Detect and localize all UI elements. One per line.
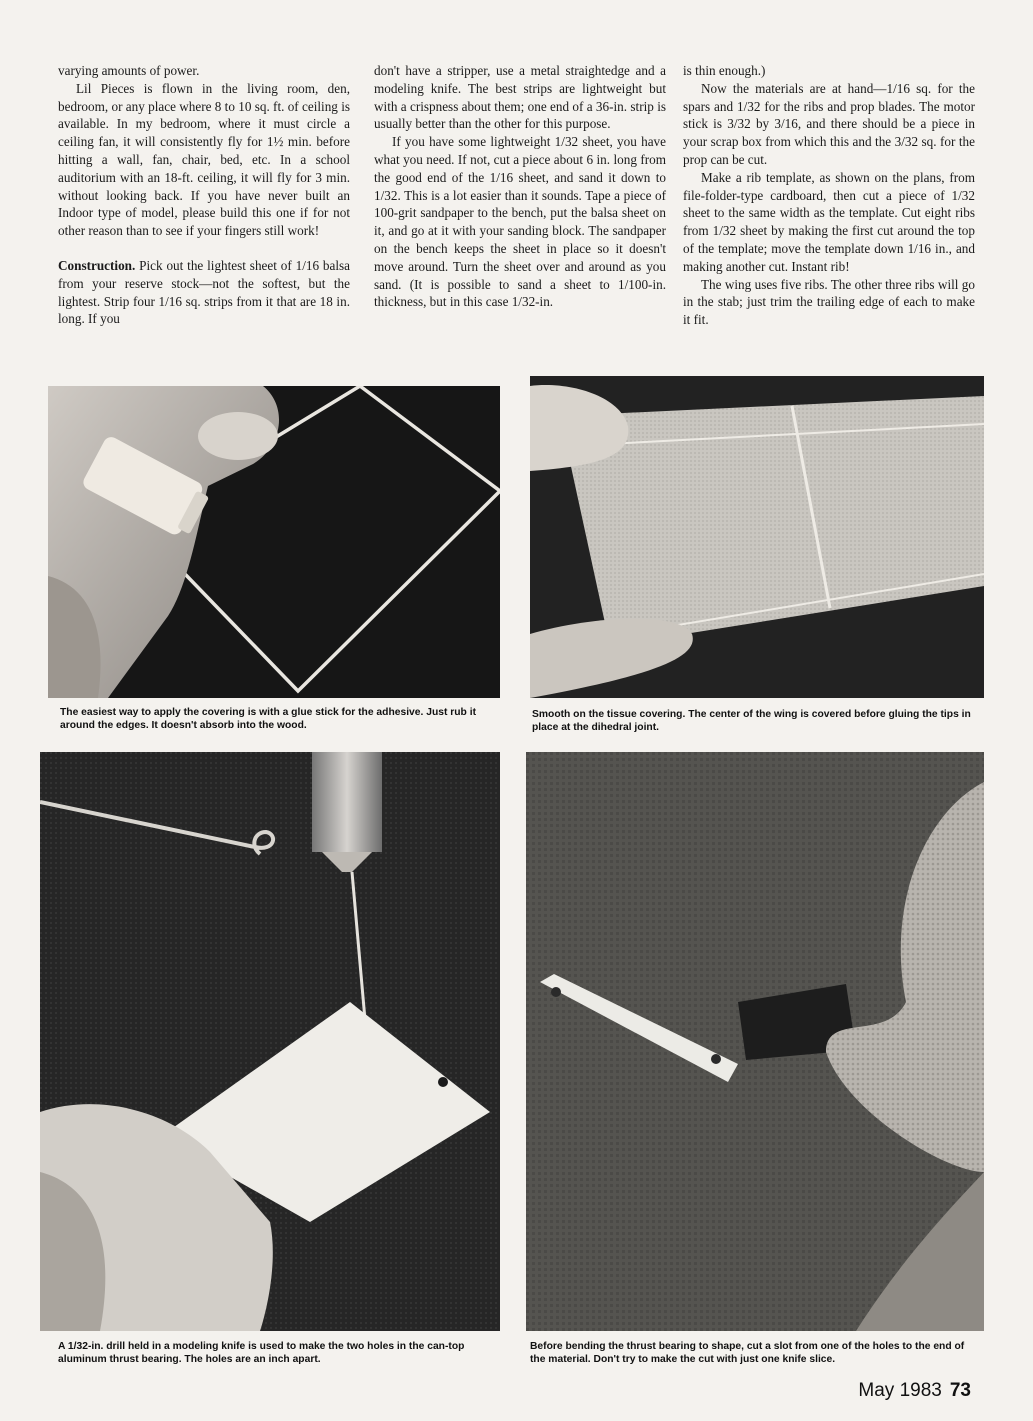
caption-photo-3: A 1/32-in. drill held in a modeling knife is used to make the two holes in the can-top aluminum thrust bearing. The holes are an inch apart. <box>58 1341 465 1365</box>
text-column-2 <box>374 62 666 311</box>
paragraph: Now the materials are at hand—1/16 sq. for the spars and 1/32 for the ribs and prop blades. The motor stick is 3/32 by 3/16, and there should be a piece in your scrap box from which this and the 3/32 sq. for the prop can be cut. <box>683 80 975 167</box>
caption-photo-2: Smooth on the tissue covering. The center of the wing is covered before gluing the tips in place at the dihedral joint. <box>532 709 971 733</box>
photo-glue-stick <box>48 386 500 698</box>
photo-slot-cut <box>526 752 984 1331</box>
paragraph: The wing uses five ribs. The other three ribs will go in the stab; just trim the trailing edge of each to make it fit. <box>683 276 975 328</box>
caption-photo-1: The easiest way to apply the covering is with a glue stick for the adhesive. Just rub it around the edges. It doesn't absorb into the wood. <box>60 707 476 731</box>
section-heading-construction: Construction. <box>58 257 136 273</box>
paragraph: Lil Pieces is flown in the living room, den, bedroom, or any place where 8 to 10 sq. ft. of ceiling is available. In my bedroom, where it must circle a ceiling fan, it will consistently fly for 1½ min. before hitting a wall, fan, chair, bed, etc. In a school auditorium with an 18-ft. ceiling, it will fly for 3 min. without looking back. If you have never built an Indoor type of model, please build this one if for not other reason than to see if your fingers still work! <box>58 80 350 239</box>
text-column-3 <box>683 62 975 329</box>
photo-drill-bearing <box>40 752 500 1331</box>
paragraph: If you have some lightweight 1/32 sheet, you have what you need. If not, cut a piece about 6 in. long from the good end of the 1/16 sheet, and sand it down to 1/32. This is a lot easier than it sounds. Tape a piece of 100-grit sandpaper to the bench, put the balsa sheet on it, and go at it with your sanding block. The sandpaper on the bench keeps the sheet in place so it doesn't move around. Turn the sheet over and around as you sand. (It is possible to sand a sheet to 1/100-in. thickness, but in this case 1/32-in. <box>374 134 666 310</box>
page-number: 73 <box>949 1380 971 1401</box>
text-column-1 <box>58 62 350 328</box>
issue-date: May 1983 <box>858 1380 942 1401</box>
paragraph-text: Pick out the lightest sheet of 1/16 balsa from your reserve stock—not the softest, but the lightest. Strip four 1/16 sq. strips from it that are 18 in. long. If you <box>58 257 350 327</box>
caption-photo-4: Before bending the thrust bearing to shape, cut a slot from one of the holes to the end of the material. Don't try to make the cut with just one knife slice. <box>530 1341 965 1365</box>
photo-tissue-covering <box>530 376 984 698</box>
paragraph: varying amounts of power. <box>58 63 200 78</box>
paragraph-construction <box>58 257 350 328</box>
paragraph: don't have a stripper, use a metal straightedge and a modeling knife. The best strips are lightweight but with a crispness about them; one end of a 36-in. strip is usually better than the other for this purpose. <box>374 63 666 132</box>
page-folio <box>858 1380 971 1402</box>
paragraph: is thin enough.) <box>683 63 766 78</box>
paragraph: Make a rib template, as shown on the plans, from file-folder-type cardboard, then cut a piece of 1/32 sheet to the same width as the template. Cut eight ribs from 1/32 sheet by making the first cut around the top of the template; move the template down 1/16 in., and making another cut. Instant rib! <box>683 169 975 274</box>
